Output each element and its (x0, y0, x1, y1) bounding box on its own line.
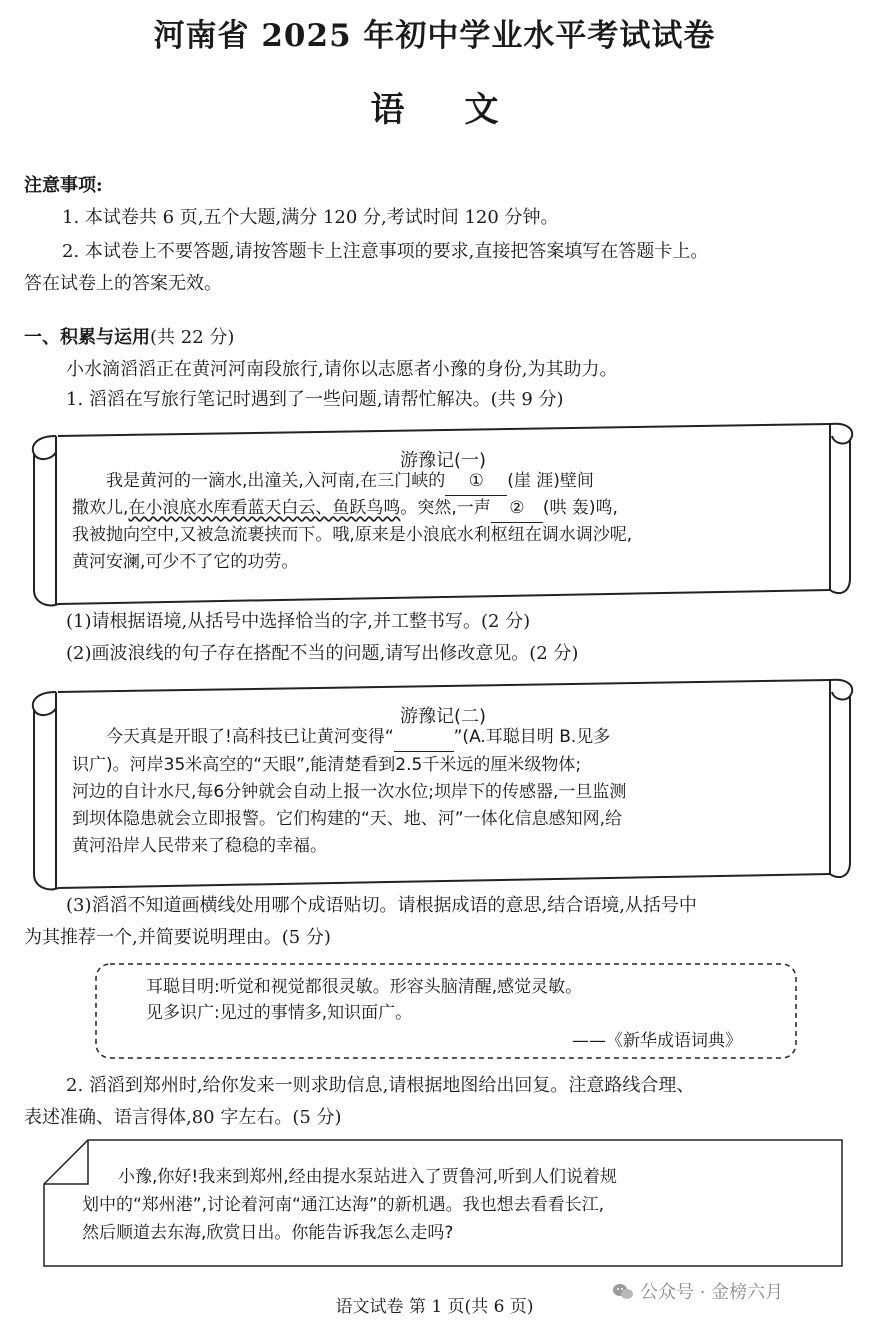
question-1-sub-3-continued: 为其推荐一个,并简要说明理由。(5 分) (24, 927, 331, 948)
subject-title: 语文 (370, 90, 559, 130)
page-title: 河南省 2025 年初中学业水平考试试卷 (153, 18, 716, 54)
scroll-1-line-1-options: (崖 涯)壁间 (507, 471, 594, 491)
scroll-1-line-1-text: 我是黄河的一滴水,出潼关,入河南,在三门峡的 (106, 471, 446, 491)
watermark-text: 公众号 · 金榜六月 (640, 1282, 784, 1303)
scroll-2-line-5: 黄河沿岸人民带来了稳稳的幸福。 (72, 836, 327, 856)
notice-heading: 注意事项: (24, 175, 103, 196)
notice-item-2: 2. 本试卷上不要答题,请按答题卡上注意事项的要求,直接把答案填写在答题卡上。 (62, 241, 709, 262)
question-1-sub-3: (3)滔滔不知道画横线处用哪个成语贴切。请根据成语的意思,结合语境,从括号中 (66, 895, 697, 916)
section-1-header (24, 322, 234, 354)
scroll-1-line-3: 我被抛向空中,又被急流裹挟而下。哦,原来是小浪底水利枢纽在调水调沙呢, (72, 525, 633, 545)
scroll-2-title: 游豫记(二) (399, 706, 487, 727)
question-2: 2. 滔滔到郑州时,给你发来一则求助信息,请根据地图给出回复。注意路线合理、 (66, 1075, 695, 1096)
scroll-2-line-1-text: 今天真是开眼了!高科技已让黄河变得“ (106, 727, 394, 747)
scroll-1-line-2-text: 撒欢儿, (72, 498, 129, 518)
message-line-3: 然后顺道去东海,欣赏日出。你能告诉我怎么走吗? (82, 1223, 454, 1243)
question-1-sub-2: (2)画波浪线的句子存在搭配不当的问题,请写出修改意见。(2 分) (66, 643, 579, 664)
blank-2: ② (491, 495, 543, 523)
notice-item-1: 1. 本试卷共 6 页,五个大题,满分 120 分,考试时间 120 分钟。 (62, 207, 559, 228)
scroll-2-line-3: 河边的自计水尺,每6分钟就会自动上报一次水位;坝岸下的传感器,一旦监测 (72, 782, 627, 802)
page-footer: 语文试卷 第 1 页(共 6 页) (335, 1297, 534, 1317)
section-1-score: (共 22 分) (150, 327, 235, 348)
section-1-heading: 一、积累与运用 (24, 327, 150, 348)
scroll-1-line-2-options: (哄 轰)鸣, (542, 498, 618, 518)
idiom-blank (394, 724, 454, 752)
wavy-underlined-sentence: 在小浪底水库看蓝天白云、鱼跃鸟鸣 (128, 498, 401, 518)
message-line-1: 小豫,你好!我来到郑州,经由提水泵站进入了贾鲁河,听到人们说着规 (118, 1167, 618, 1187)
dictionary-entry-2: 见多识广:见过的事情多,知识面广。 (146, 1003, 413, 1023)
notice-item-2-continued: 答在试卷上的答案无效。 (24, 273, 222, 294)
question-1-sub-1: (1)请根据语境,从括号中选择恰当的字,并工整书写。(2 分) (66, 611, 531, 632)
question-1: 1. 滔滔在写旅行笔记时遇到了一些问题,请帮忙解决。(共 9 分) (66, 389, 564, 410)
blank-1: ① (445, 468, 507, 496)
section-1-intro: 小水滴滔滔正在黄河河南段旅行,请你以志愿者小豫的身份,为其助力。 (66, 359, 618, 380)
message-line-2: 划中的“郑州港”,讨论着河南“通江达海”的新机遇。我也想去看看长江, (82, 1195, 605, 1215)
scroll-2-line-2: 识广)。河岸35米高空的“天眼”,能清楚看到2.5千米远的厘米级物体; (72, 755, 582, 775)
scroll-2-line-4: 到坝体隐患就会立即报警。它们构建的“天、地、河”一体化信息感知网,给 (72, 809, 623, 829)
scroll-2-line-1 (106, 724, 610, 752)
scroll-1-line-4: 黄河安澜,可少不了它的功劳。 (72, 552, 299, 572)
dictionary-source: ——《新华成语词典》 (572, 1031, 742, 1051)
scroll-1-line-2-mid: 。突然,一声 (400, 498, 491, 518)
question-2-continued: 表述准确、语言得体,80 字左右。(5 分) (24, 1107, 342, 1128)
dictionary-entry-1: 耳聪目明:听觉和视觉都很灵敏。形容头脑清醒,感觉灵敏。 (146, 977, 583, 997)
scroll-2-line-1-options: ”(A.耳聪目明 B.见多 (453, 727, 611, 747)
scroll-1-title: 游豫记(一) (399, 450, 487, 471)
scroll-1-line-2 (72, 495, 618, 523)
scroll-1-line-1 (106, 468, 594, 496)
